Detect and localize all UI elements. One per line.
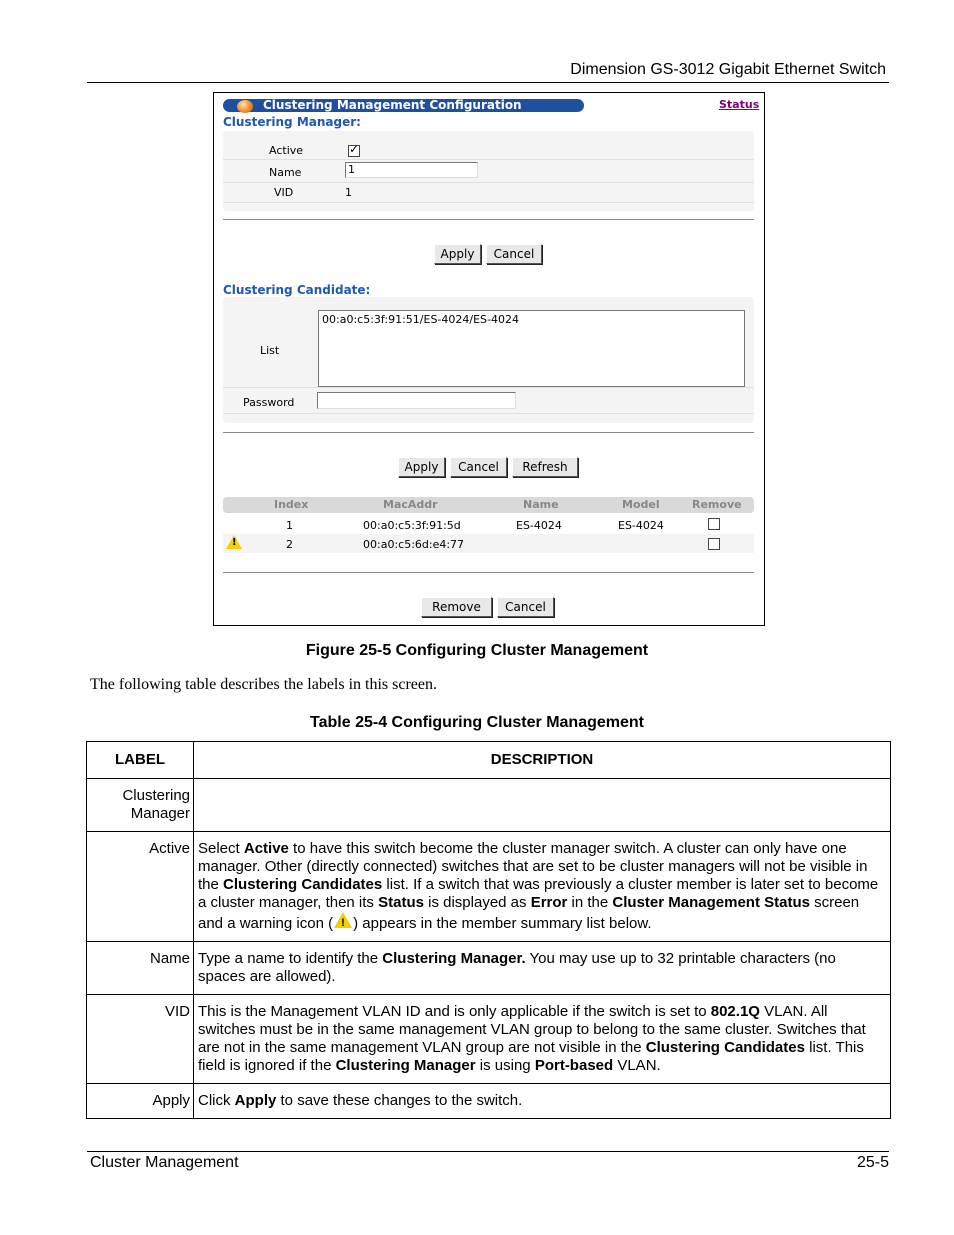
orb-icon xyxy=(237,100,253,113)
header-rule xyxy=(87,82,889,83)
warning-icon: ! xyxy=(333,912,353,930)
manager-cancel-button[interactable]: Cancel xyxy=(486,244,542,264)
table-row xyxy=(87,942,891,995)
status-link[interactable]: Status xyxy=(719,98,760,111)
row1-model: ES-4024 xyxy=(618,519,664,532)
row-label: Name xyxy=(87,942,194,995)
row-description: This is the Management VLAN ID and is only applicable if the switch is set to 802.1Q VLAN. All switches must be in the same management VLAN group to belong to the same cluster. Switches that are not in the same management VLAN group are not visible in the Clustering Candidates list. This field is ignored if the Clustering Manager is using Port-based VLAN. xyxy=(194,995,891,1084)
description-table xyxy=(86,741,891,1119)
row2-remove-checkbox[interactable] xyxy=(708,538,720,550)
col-remove: Remove xyxy=(692,498,742,511)
row1-name: ES-4024 xyxy=(516,519,562,532)
table-row xyxy=(87,779,891,832)
table-header-row xyxy=(87,742,891,779)
row-description: Click Apply to save these changes to the switch. xyxy=(194,1084,891,1119)
password-input[interactable] xyxy=(317,392,516,409)
member-table-header xyxy=(223,497,754,513)
footer-rule xyxy=(87,1151,889,1152)
table-row xyxy=(223,534,754,553)
table-row xyxy=(87,995,891,1084)
name-input[interactable]: 1 xyxy=(345,162,478,178)
candidate-refresh-button[interactable]: Refresh xyxy=(512,457,578,477)
clustering-manager-heading: Clustering Manager: xyxy=(223,115,361,129)
candidate-list[interactable]: 00:a0:c5:3f:91:51/ES-4024/ES-4024 xyxy=(318,310,745,387)
row1-remove-checkbox[interactable] xyxy=(708,518,720,530)
row-label: Clustering Manager xyxy=(87,779,194,832)
screen-title: Clustering Management Configuration xyxy=(263,98,522,112)
password-label: Password xyxy=(243,396,295,409)
row2-index: 2 xyxy=(286,538,293,551)
table-caption: Table 25-4 Configuring Cluster Management xyxy=(310,714,644,731)
vid-value: 1 xyxy=(345,186,352,199)
label-column-header: LABEL xyxy=(87,742,194,779)
configurator-screenshot: Clustering Management Configuration Status Clustering Manager: Active ✓ Name 1 VID 1 Apply Cancel Clustering Candidate: List 00:a0:c5:3f:91:51/ES-4024/ES-4024 Password Apply Cancel Refresh Index MacAddr Name Model Remove 1 00:a0:c5:3f:91:5d ES-4024 ES-4024 ! 2 00:a0:c5:6d:e4:77 Remove Cancel xyxy=(213,92,765,626)
figure-caption: Figure 25-5 Configuring Cluster Management xyxy=(305,642,649,659)
row1-mac: 00:a0:c5:3f:91:5d xyxy=(363,519,461,532)
list-label: List xyxy=(260,344,280,357)
row2-mac: 00:a0:c5:6d:e4:77 xyxy=(363,538,465,551)
col-index: Index xyxy=(274,498,309,511)
vid-label: VID xyxy=(274,186,294,199)
clustering-candidate-heading: Clustering Candidate: xyxy=(223,283,371,297)
row-description: Type a name to identify the Clustering Manager. You may use up to 32 printable characters (no spaces are allowed). xyxy=(194,942,891,995)
row-description: Select Active to have this switch become the cluster manager switch. A cluster can only have one manager. Other (directly connected) switches that are set to be cluster managers will not be visible in the Clustering Candidates list. If a switch that was previously a cluster member is later set to become a cluster manager, then its Status is displayed as Error in the Cluster Management Status screen and a warning icon ( ! ) appears in the member summary list below. xyxy=(194,832,891,942)
active-label: Active xyxy=(269,144,304,157)
row-label: Apply xyxy=(87,1084,194,1119)
candidate-apply-button[interactable]: Apply xyxy=(398,457,445,477)
name-label: Name xyxy=(269,166,302,179)
row-label: Active xyxy=(87,832,194,942)
row-label: VID xyxy=(87,995,194,1084)
screen-titlebar xyxy=(223,99,584,112)
col-model: Model xyxy=(622,498,660,511)
table-row xyxy=(87,832,891,942)
page-header-title: Dimension GS-3012 Gigabit Ethernet Switch xyxy=(570,61,886,78)
col-name: Name xyxy=(523,498,559,511)
intro-paragraph: The following table describes the labels in this screen. xyxy=(90,676,438,693)
description-column-header: DESCRIPTION xyxy=(194,742,891,779)
manager-panel xyxy=(223,131,754,211)
manager-apply-button[interactable]: Apply xyxy=(434,244,481,264)
active-checkbox[interactable] xyxy=(348,145,360,157)
footer-chapter: Cluster Management xyxy=(90,1154,239,1171)
row1-index: 1 xyxy=(286,519,293,532)
footer-page-number: 25-5 xyxy=(856,1154,889,1171)
col-macaddr: MacAddr xyxy=(383,498,438,511)
member-remove-button[interactable]: Remove xyxy=(421,597,492,617)
member-cancel-button[interactable]: Cancel xyxy=(497,597,554,617)
candidate-cancel-button[interactable]: Cancel xyxy=(450,457,507,477)
table-row xyxy=(87,1084,891,1119)
